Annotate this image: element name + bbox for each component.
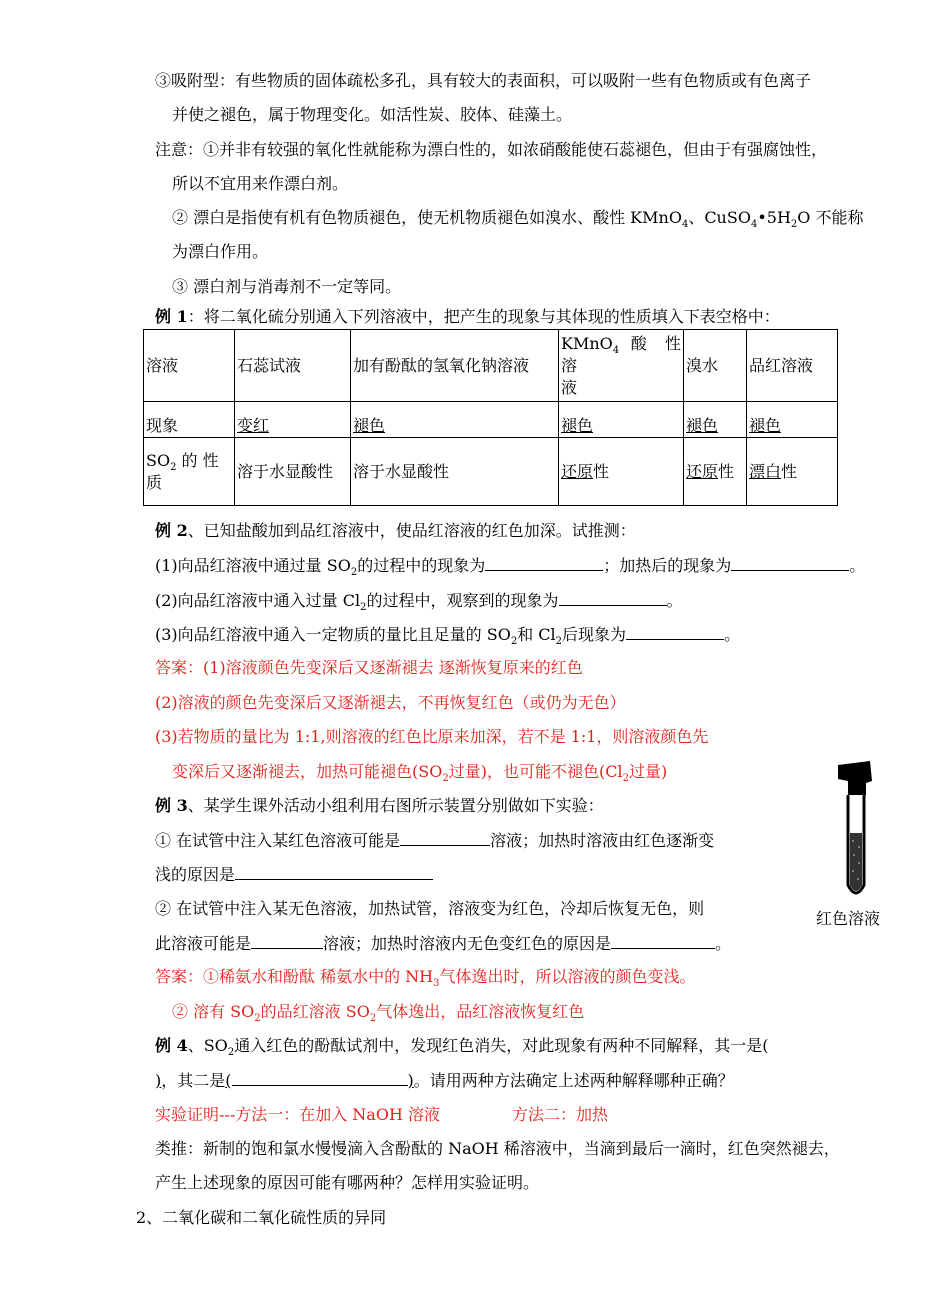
note-1-line-1: 注意：①并非有较强的氧化性就能称为漂白性的，如浓硝酸能使石蕊褪色，但由于有强腐蚀性， [155,140,828,159]
phenomenon-magenta: 褪色 [747,402,838,438]
answer-blank[interactable] [251,932,323,949]
example-2-answer-3b: 变深后又逐渐褪去，加热可能褪色($SO_2$过量)，也可能不褪色($Cl_2$过量) [172,762,668,785]
example-3-line-4: 此溶液可能是 溶液；加热时溶液内无色变红色的原因是 。 [155,934,732,953]
example-4-line-2: )，其二是( )。请用两种方法确定上述两种解释哪种正确？ [155,1071,734,1090]
header-bromine-water: 溴水 [684,330,747,402]
header-litmus: 石蕊试液 [235,330,351,402]
adsorb-line-1: ③吸附型：有些物质的固体疏松多孔，具有较大的表面积，可以吸附一些有色物质或有色离子 [155,71,812,90]
property-kmno4: 还原性 [559,438,684,506]
property-magenta: 漂白性 [747,438,838,506]
answer-blank[interactable] [400,829,490,846]
answer-blank[interactable] [559,589,667,606]
note-3-line: ③ 漂白剂与消毒剂不一定等同。 [172,277,402,296]
example-2-question-2: (2)向品红溶液中通入过量 $Cl_2$的过程中，观察到的现象为 。 [155,591,683,614]
example-3-line-1: ① 在试管中注入某红色溶液可能是 溶液；加热时溶液由红色逐渐变 [155,831,715,850]
adsorb-line-2: 并使之褪色，属于物理变化。如活性炭、胶体、硅藻土。 [172,105,573,124]
analogy-line-2: 产生上述现象的原因可能有哪两种？怎样用实验证明。 [155,1173,540,1192]
property-naoh: 溶于水显酸性 [351,438,559,506]
example-4-line-1: 例 4、$SO_2$通入红色的酚酞试剂中，发现红色消失，对此现象有两种不同解释，其一是( [155,1036,769,1059]
so2-properties-table [143,329,838,506]
note-2-line-1: ② 漂白是指使有机有色物质褪色，使无机物质褪色如溴水、酸性 KMnO$_4$、$CuSO_4•5H_2O$ 不能称 [172,208,864,231]
example-3-answer-2: ② 溶有 $SO_2$的品红溶液 $SO_2$气体逸出，品红溶液恢复红色 [172,1002,585,1025]
row-phenomenon-label: 现象 [144,402,235,438]
answer-blank[interactable] [232,1069,408,1086]
example-3-line-3: ② 在试管中注入某无色溶液，加热试管，溶液变为红色，冷却后恢复无色，则 [155,899,705,918]
phenomenon-litmus: 变红 [235,402,351,438]
example-2-question-3: (3)向品红溶液中通入一定物质的量比且足量的 $SO_2$和 $Cl_2$后现象为 。 [155,625,741,648]
example-2-heading: 例 2、已知盐酸加到品红溶液中，使品红溶液的红色加深。试推测： [155,521,636,540]
answer-blank[interactable] [485,554,603,571]
example-4-proof: 实验证明---方法一：在加入 NaOH 溶液 方法二：加热 [155,1105,609,1124]
example-3-heading: 例 3、某学生课外活动小组利用右图所示装置分别做如下实验： [155,796,604,815]
table-row [144,330,838,402]
example-3-line-2: 浅的原因是 [155,863,433,886]
answer-blank[interactable] [626,623,724,640]
table-row [144,438,838,506]
header-solution: 溶液 [144,330,235,402]
phenomenon-kmno4: 褪色 [559,402,684,438]
note-1-line-2: 所以不宜用来作漂白剂。 [172,174,349,193]
property-bromine: 还原性 [684,438,747,506]
answer-blank[interactable] [611,932,715,949]
example-1-heading: 例 1：将二氧化硫分别通入下列溶液中，把产生的现象与其体现的性质填入下表空格中： [155,307,780,326]
answer-blank[interactable] [731,554,849,571]
header-magenta: 品红溶液 [747,330,838,402]
test-tube-figure [826,755,882,905]
figure-label: 红色溶液 [816,909,881,928]
row-property-label: $SO_2$ 的 性 质 [144,438,235,506]
note-2-line-2: 为漂白作用。 [172,242,269,261]
table-row [144,402,838,438]
example-2-answer-1: 答案：(1)溶液颜色先变深后又逐渐褪去 逐渐恢复原来的红色 [155,658,583,677]
example-2-answer-3a: (3)若物质的量比为 1:1,则溶液的红色比原来加深，若不是 1:1，则溶液颜色先 [155,727,709,746]
header-naoh-phenolphthalein: 加有酚酞的氢氧化钠溶液 [351,330,559,402]
analogy-line-1: 类推：新制的饱和氯水慢慢滴入含酚酞的 NaOH 稀溶液中，当滴到最后一滴时，红色突然褪去， [155,1139,840,1158]
example-2-answer-2: (2)溶液的颜色先变深后又逐渐褪去，不再恢复红色（或仍为无色） [155,693,626,712]
answer-blank[interactable] [235,863,433,880]
header-kmno4: KMnO$_4$ 酸 性 溶 液 [559,330,684,402]
property-litmus: 溶于水显酸性 [235,438,351,506]
phenomenon-bromine: 褪色 [684,402,747,438]
example-3-answer-1: 答案：①稀氨水和酚酞 稀氨水中的 $NH_3$气体逸出时，所以溶液的颜色变浅。 [155,967,696,990]
example-2-question-1: (1)向品红溶液中通过量 $SO_2$的过程中的现象为 ；加热后的现象为 。 [155,556,866,579]
phenomenon-naoh: 褪色 [351,402,559,438]
section-title: 2、二氧化碳和二氧化硫性质的异同 [136,1208,387,1227]
